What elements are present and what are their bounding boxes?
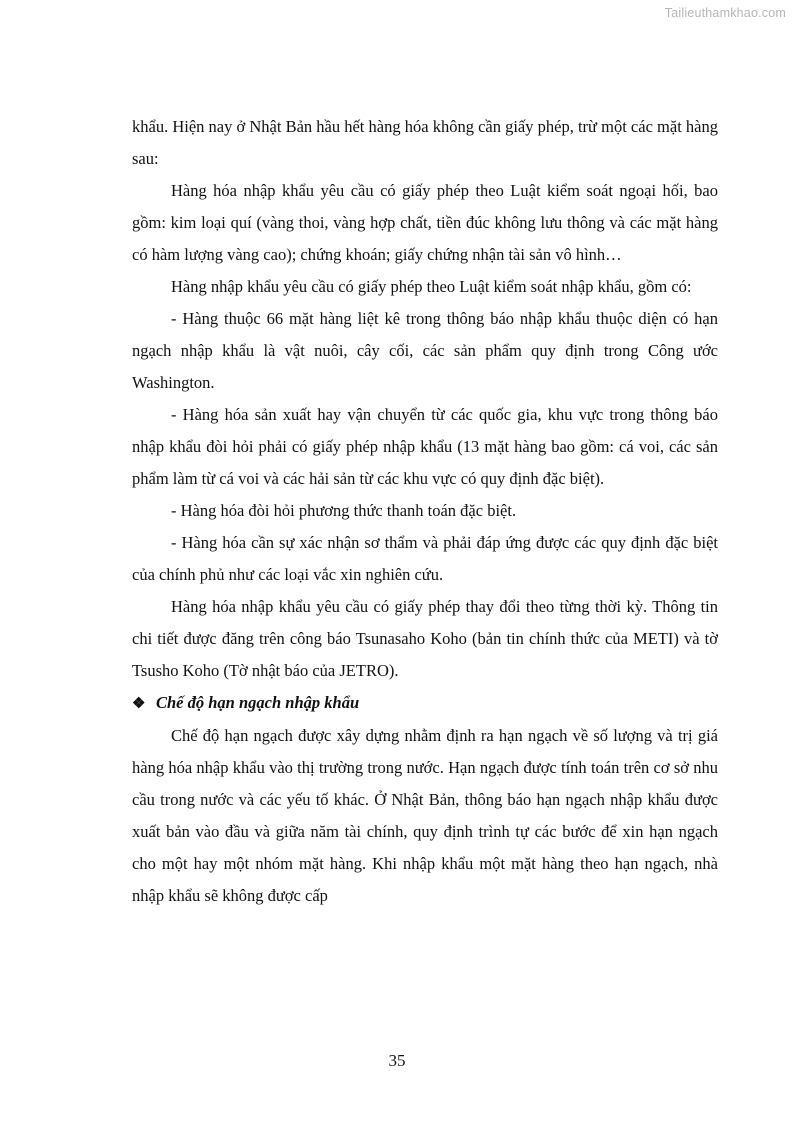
page-number: 35 [388,1051,406,1070]
document-body [132,111,718,912]
paragraph-quota-regime: Chế độ hạn ngạch được xây dựng nhằm định ra hạn ngạch về số lượng và trị giá hàng hóa nhập khẩu vào thị trường trong nước. Hạn ngạch được tính toán trên cơ sở nhu cầu trong nước và các yếu tố khác. Ở Nhật Bản, thông báo hạn ngạch nhập khẩu được xuất bản vào đầu và giữa năm tài chính, quy định trình tự các bước để xin hạn ngạch cho một hay một nhóm mặt hàng. Khi nhập khẩu một mặt hàng theo hạn ngạch, nhà nhập khẩu sẽ không được cấp [132,726,718,905]
paragraph-import-control-license: Hàng nhập khẩu yêu cầu có giấy phép theo Luật kiểm soát nhập khẩu, gồm có: [171,277,692,296]
section-heading-text: Chế độ hạn ngạch nhập khẩu [156,693,360,712]
diamond-bullet-icon: ❖ [132,696,146,712]
paragraph-foreign-exchange-license: Hàng hóa nhập khẩu yêu cầu có giấy phép theo Luật kiểm soát ngoại hối, bao gồm: kim loại quí (vàng thoi, vàng hợp chất, tiền đúc không lưu thông và các mặt hàng có hàm lượng vàng cao); chứng khoán; giấy chứng nhận tài sản vô hình… [132,181,718,264]
paragraph-continuation: khẩu. Hiện nay ở Nhật Bản hầu hết hàng hóa không cần giấy phép, trừ một các mặt hàng sau: [132,117,718,168]
watermark: Tailieuthamkhao.com [664,6,786,20]
list-item-origin-regions: - Hàng hóa sản xuất hay vận chuyển từ các quốc gia, khu vực trong thông báo nhập khẩu đòi hỏi phải có giấy phép nhập khẩu (13 mặt hàng bao gồm: cá voi, các sản phẩm làm từ cá voi và các hải sản từ các khu vực có quy định đặc biệt). [132,405,718,488]
list-item-66-goods: - Hàng thuộc 66 mặt hàng liệt kê trong thông báo nhập khẩu thuộc diện có hạn ngạch nhập khẩu là vật nuôi, cây cối, các sản phẩm quy định trong Công ước Washington. [132,309,718,392]
section-heading [132,687,718,720]
list-item-preliminary-confirmation: - Hàng hóa cần sự xác nhận sơ thẩm và phải đáp ứng được các quy định đặc biệt của chính phủ như các loại vắc xin nghiên cứu. [132,533,718,584]
list-item-special-payment: - Hàng hóa đòi hỏi phương thức thanh toán đặc biệt. [171,501,517,520]
paragraph-license-changes: Hàng hóa nhập khẩu yêu cầu có giấy phép thay đổi theo từng thời kỳ. Thông tin chi tiết được đăng trên công báo Tsunasaho Koho (bản tin chính thức của METI) và tờ Tsusho Koho (Tờ nhật báo của JETRO). [132,597,718,680]
